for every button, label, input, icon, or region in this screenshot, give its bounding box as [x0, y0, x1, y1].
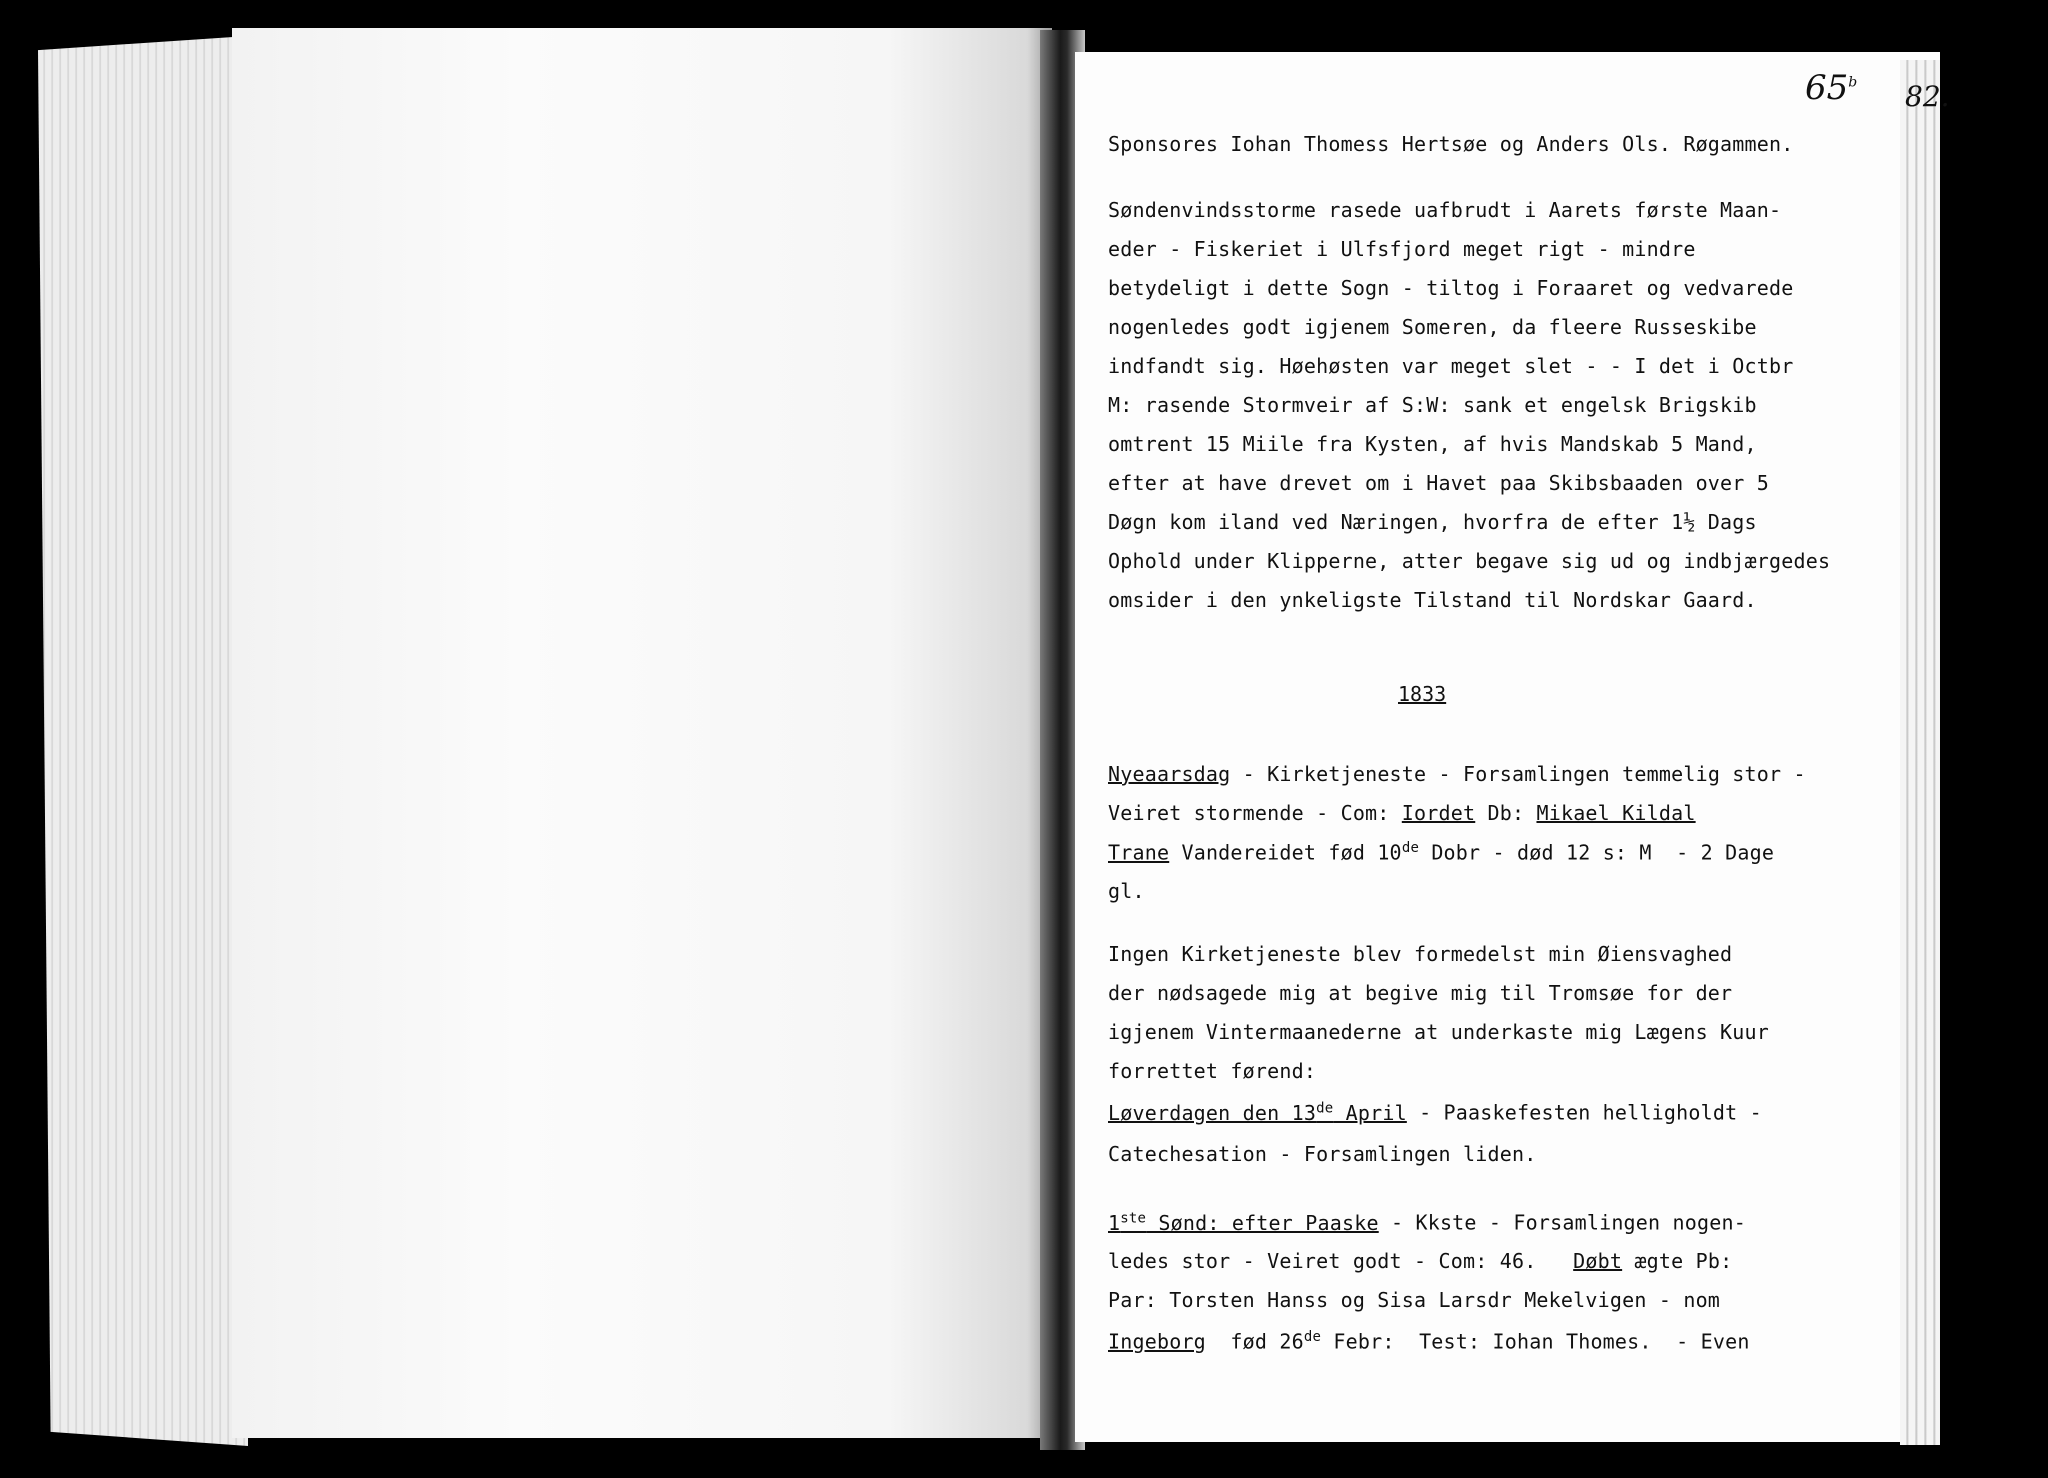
text-line: ledes stor - Veiret godt - Com: 46. Døbt ægte Pb:	[1108, 1249, 1733, 1273]
text-line: Ophold under Klipperne, atter begave sig ud og indbjærgedes	[1108, 549, 1831, 573]
text-line: Søndenvindsstorme rasede uafbrudt i Aarets første Maan-	[1108, 198, 1782, 222]
text-line: Nyeaarsdag - Kirketjeneste - Forsamlingen temmelig stor -	[1108, 762, 1806, 786]
text-line: Døgn kom iland ved Næringen, hvorfra de efter 1½ Dags	[1108, 510, 1757, 534]
folio-number-edge: 82.	[1905, 80, 1950, 113]
text-line: forrettet førend:	[1108, 1059, 1317, 1083]
year-heading: 1833	[1398, 682, 1447, 706]
text-line: nogenledes godt igjenem Someren, da fleere Russeskibe	[1108, 315, 1757, 339]
text-line: omsider i den ynkeligste Tilstand til Nordskar Gaard.	[1108, 588, 1757, 612]
text-line: eder - Fiskeriet i Ulfsfjord meget rigt - mindre	[1108, 237, 1696, 261]
text-line: Veiret stormende - Com: Iordet Db: Mikael Kildal	[1108, 801, 1696, 825]
text-line: Ingen Kirketjeneste blev formedelst min Øiensvaghed	[1108, 942, 1733, 966]
text-line: Ingeborg fød 26de Febr: Test: Iohan Thomes. - Even	[1108, 1329, 1750, 1354]
text-line: igjenem Vintermaanederne at underkaste mig Lægens Kuur	[1108, 1020, 1770, 1044]
text-line: efter at have drevet om i Havet paa Skibsbaaden over 5	[1108, 471, 1770, 495]
text-line: omtrent 15 Miile fra Kysten, af hvis Mandskab 5 Mand,	[1108, 432, 1757, 456]
text-line: Par: Torsten Hanss og Sisa Larsdr Mekelvigen - nom	[1108, 1288, 1721, 1312]
text-line: der nødsagede mig at begive mig til Tromsøe for der	[1108, 981, 1733, 1005]
text-line: indfandt sig. Høehøsten var meget slet - - I det i Octbr	[1108, 354, 1794, 378]
text-line: M: rasende Stormveir af S:W: sank et engelsk Brigskib	[1108, 393, 1757, 417]
text-line: Catechesation - Forsamlingen liden.	[1108, 1142, 1537, 1166]
text-line: Sponsores Iohan Thomess Hertsøe og Anders Ols. Røgammen.	[1108, 132, 1794, 156]
text-line: Løverdagen den 13de April - Paaskefesten helligholdt -	[1108, 1100, 1762, 1125]
book-page-edges	[38, 36, 248, 1446]
text-line: 1ste Sønd: efter Paaske - Kkste - Forsamlingen nogen-	[1108, 1210, 1746, 1235]
text-line: betydeligt i dette Sogn - tiltog i Foraaret og vedvarede	[1108, 276, 1794, 300]
text-line: Trane Vandereidet fød 10de Dobr - død 12 s: M - 2 Dage	[1108, 840, 1775, 865]
right-page-edges	[1900, 60, 1940, 1445]
left-page-faded-text	[270, 50, 1030, 1370]
folio-number: 65$^b$	[1805, 68, 1858, 108]
text-line: gl.	[1108, 879, 1145, 903]
